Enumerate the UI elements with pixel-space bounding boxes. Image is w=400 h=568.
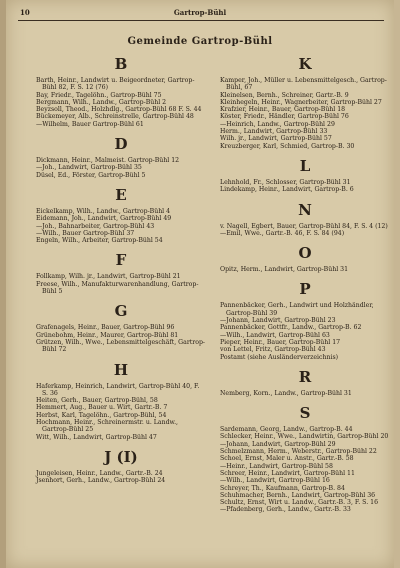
section-letter: E (115, 185, 127, 204)
directory-entry: Schmelzmann, Herm., Weberstr., Gartrop-Bühl 22 (220, 448, 377, 456)
directory-entry: Herm., Landwirt, Gartrop-Bühl 33 (220, 128, 328, 136)
directory-entry: Bergmann, Wilh., Landw., Gartrop-Bühl 2 (36, 98, 167, 106)
directory-entry: Eickelkamp, Wilh., Landw., Gartrop-Bühl 4 (36, 207, 171, 215)
directory-entry: Krafzier, Heinr., Bauer, Gartrop-Bühl 18 (220, 106, 346, 114)
directory-entry: Eidemann, Joh., Landwirt, Gartrop-Bühl 49 (36, 215, 172, 223)
directory-entry: Jungeleisen, Heinr., Landw., Gartr.-B. 24 (36, 469, 163, 477)
directory-entry: Herbst, Karl, Tagelöhn., Gartrop-Bühl, 54 (36, 411, 167, 419)
directory-entry: Beyzsoll, Theod., Holzhdlg., Gartrop-Bühl 68 F. S. 44 (36, 106, 202, 114)
right-column (220, 56, 390, 514)
left-column (36, 56, 206, 485)
directory-entry: Jsenhort, Gerh., Landw., Gartrop-Bühl 24 (36, 477, 166, 485)
section-letter: D (114, 135, 128, 154)
section-letter: K (298, 55, 312, 73)
directory-entry: Engeln, Wilh., Arbeiter, Gartrop-Bühl 54 (36, 237, 163, 245)
directory-entry: Hochmann, Heinr., Schreinermstr. u. Landw., Gartrop-Bühl 25 (36, 419, 179, 434)
directory-entry: Kleinelsen, Bernh., Schreiner, Gartr.-B. 9 (220, 91, 349, 99)
section-letter: B (114, 55, 128, 73)
directory-entry: Freese, Wilh., Manufakturwarenhandlung, Gartrop-Bühl 5 (36, 280, 199, 296)
directory-entry: Köster, Friedr., Händler, Gartrop-Bühl 76 (220, 113, 349, 121)
directory-entry: —Joh., Landwirt, Gartrop-Bühl 35 (36, 164, 142, 172)
directory-entry: Opitz, Herm., Landwirt, Gartrop-Bühl 31 (220, 266, 349, 274)
directory-entry: —Wilh., Bauer Gartrop-Bühl 37 (36, 229, 135, 237)
directory-entry: Schuhmacher, Bernh., Landwirt, Gartrop-Bühl 36 (220, 491, 376, 499)
directory-entry: Lehnhold, Fr., Schlosser, Gartrop-Bühl 31 (220, 178, 351, 186)
directory-entry: Pannenbäcker, Gerh., Landwirt und Holzhändler, Gartrop-Bühl 39 (220, 302, 374, 317)
directory-entry: —Pfadenberg, Gerh., Landw., Gartr.-B. 33 (220, 506, 351, 514)
directory-entry: Grünebohm, Heinr., Maurer, Gartrop-Bühl 81 (36, 331, 179, 339)
section-letter: S (299, 404, 311, 423)
directory-entry: Haferkamp, Heinrich, Landwirt, Gartrop-Bühl 40, F. S. 36 (36, 382, 200, 397)
directory-entry: —Joh., Bahnarbeiter, Gartrop-Bühl 43 (36, 222, 155, 230)
directory-entry: —Emil, Wwe., Gartr.-B. 46, F. S. 84 (94) (220, 229, 345, 237)
page-number: 10 (20, 8, 30, 17)
directory-entry: Schultz, Ernst, Wirt u. Landw., Gartr.-B. 3, F. S. 16 (220, 499, 378, 507)
directory-entry: —Wilhelm, Bauer Gartrop-Bühl 61 (36, 120, 144, 128)
directory-entry: Schreer, Heinr., Landwirt, Gartrop-Bühl 11 (220, 469, 355, 477)
directory-entry: v. Nagell, Egbert, Bauer, Gartrop-Bühl 84, F. S. 4 (12) (220, 222, 388, 230)
directory-entry: Wilh. jr., Landwirt, Gartrop-Bühl 57 (220, 135, 332, 143)
section-letter: O (298, 244, 312, 263)
page-edge (0, 0, 6, 568)
section-title: Gemeinde Gartrop-Bühl (127, 36, 273, 47)
directory-entry: —Wilh., Landwirt, Gartrop-Bühl 63 (220, 331, 330, 339)
directory-entry: Witt, Wilh., Landwirt, Gartrop-Bühl 47 (36, 433, 157, 441)
directory-entry: Dickmann, Heinr., Malmeist. Gartrop-Bühl 12 (36, 157, 180, 165)
directory-entry: Lindekamp, Heinr., Landwirt, Gartrop-B. 6 (220, 186, 354, 194)
directory-page (6, 0, 394, 568)
section-letter: F (115, 251, 127, 270)
directory-entry: Schreyer, Th., Kaufmann, Gartrop-B. 84 (220, 484, 345, 492)
directory-entry: Sardemann, Georg, Landw., Gartrop-B. 44 (220, 426, 353, 434)
directory-entry: Kleinhegeln, Heinr., Wagnerbeiter, Gartrop-Bühl 27 (220, 98, 382, 106)
directory-entry: —Johann, Landwirt, Gartrop-Bühl 29 (220, 440, 336, 448)
directory-entry: —Johann, Landwirt, Gartrop-Bühl 23 (220, 317, 336, 325)
directory-entry: Grützen, Wilh., Wwe., Lebensmittelgeschäft, Gartrop-Bühl 72 (36, 338, 205, 354)
directory-entry: Bay, Friedr., Tagelöhn., Gartrop-Bühl 75 (36, 91, 162, 99)
directory-entry: Bückemeyer, Alb., Schreinstrelle, Gartrop-Bühl 48 (36, 113, 194, 121)
directory-entry: Kamper, Joh., Müller u. Lebensmittelgesch., Gartrop-Bühl, 67 (220, 77, 387, 92)
section-letter: N (298, 200, 312, 219)
directory-entry: Heiten, Gerh., Bauer, Gartrop-Bühl, 58 (36, 397, 158, 405)
section-letter: L (299, 156, 311, 175)
running-title: Gartrop-Bühl (173, 8, 227, 17)
directory-entry: von Lettel, Fritz, Gartrop-Bühl 43 (220, 346, 326, 354)
directory-entry: Schlecker, Heinr., Wwe., Landwirtin, Gartrop-Bühl 20 (220, 433, 389, 441)
directory-entry: Pieper, Heinr., Bauer, Gartrop-Bühl 17 (220, 338, 341, 346)
directory-entry: Barth, Heinr., Landwirt u. Beigeordneter, Gartrop-Bühl 82, F. S. 12 (76) (36, 77, 195, 92)
directory-entry: Kreuzberger, Karl, Schmied, Gartrop-B. 30 (220, 142, 355, 150)
directory-entry: Grafenagels, Heinr., Bauer, Gartrop-Bühl 96 (36, 324, 175, 332)
directory-entry: —Heinrich, Landw., Gartrop-Bühl 29 (220, 120, 335, 128)
section-letter: R (298, 367, 312, 386)
directory-entry: Postamt (siehe Ausländerverzeichnis) (220, 353, 339, 361)
directory-entry: Hemmert, Aug., Bauer u. Wirt, Gartr.-B. 7 (36, 404, 168, 412)
directory-entry: —Wilh., Landwirt, Gartrop-Bühl 16 (220, 477, 330, 485)
section-letter: J (I) (104, 447, 138, 466)
header-rule (18, 20, 384, 21)
directory-entry: —Heinr., Landwirt, Gartrop-Bühl 58 (220, 462, 333, 470)
page-header (6, 9, 394, 19)
section-letter: G (114, 302, 128, 321)
directory-entry: Nemberg, Korn., Landw., Gartrop-Bühl 31 (220, 389, 352, 397)
section-letter: P (299, 280, 311, 299)
section-letter: H (113, 360, 129, 379)
directory-entry: Follkamp, Wilh. jr., Landwirt, Gartrop-Bühl 21 (36, 273, 181, 281)
directory-entry: Pannenbäcker, Gottfr., Landw., Gartrop-B. 62 (220, 324, 362, 332)
directory-entry: Düsel, Ed., Förster, Gartrop-Bühl 5 (36, 171, 146, 179)
directory-entry: Schoel, Ernst, Maler u. Anstr., Gartr.-B. 58 (220, 455, 354, 463)
